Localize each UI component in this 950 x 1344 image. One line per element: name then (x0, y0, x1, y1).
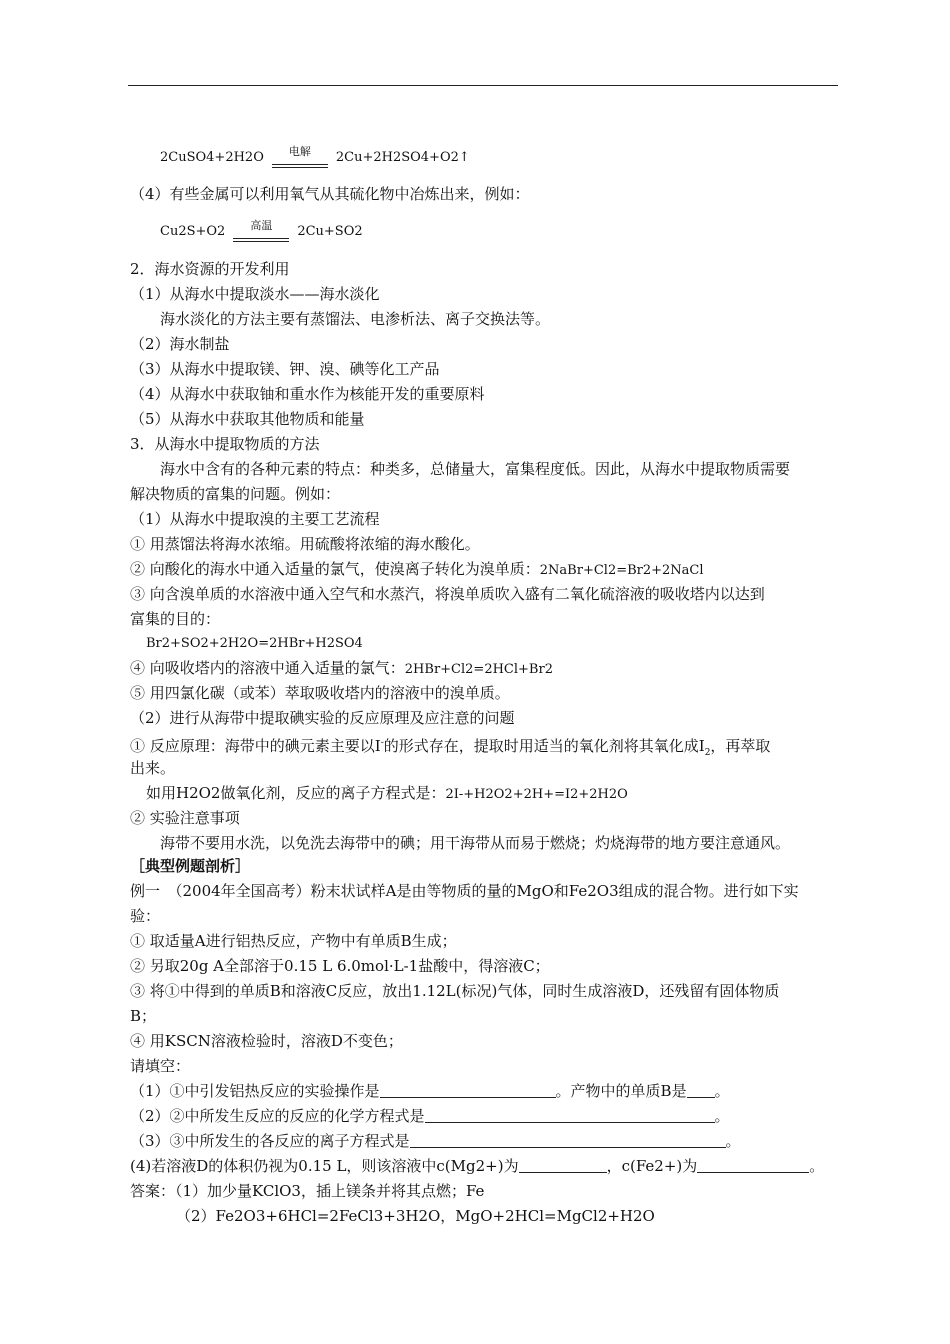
paragraph: 海水中含有的各种元素的特点：种类多，总储量大，富集程度低。因此，从海水中提取物质需要 (160, 460, 791, 478)
equation-lhs: Cu2S+O2 (160, 224, 226, 239)
section-3-title: 3．从海水中提取物质的方法 (130, 435, 320, 453)
text: 。 (714, 1107, 730, 1125)
paragraph: 海带不要用水洗，以免洗去海带中的碘；用干海带从而易于燃烧；灼烧海带的地方要注意通风。 (160, 834, 791, 852)
step (130, 559, 704, 581)
list-item: 海水淡化的方法主要有蒸馏法、电渗析法、离子交换法等。 (160, 310, 551, 328)
step: ⑤ 用四氯化碳（或苯）萃取吸收塔内的溶液中的溴单质。 (130, 684, 510, 702)
equation-rhs: 2Cu+2H2SO4+O2↑ (335, 150, 470, 165)
step-text: ④ 向吸收塔内的溶液中通入适量的氯气： (130, 659, 405, 677)
ionic-equation-line (146, 783, 628, 805)
step (130, 658, 553, 680)
subheading: ② 实验注意事项 (130, 809, 240, 827)
text: 的形式存在，提取时用适当的氧化剂将其氧化成I (383, 737, 705, 755)
text: ，c(Fe2+)为 (606, 1157, 698, 1175)
equation-rhs: 2Cu+SO2 (297, 224, 363, 239)
paragraph-4: （4）有些金属可以利用氧气从其硫化物中冶炼出来，例如： (130, 185, 530, 203)
text: (4)若溶液D的体积仍视为0.15 L，则该溶液中c(Mg2+)为 (130, 1157, 519, 1175)
superscript: - (380, 738, 384, 748)
text: 。 (725, 1132, 741, 1150)
list-item: （3）从海水中提取镁、钾、溴、碘等化工产品 (130, 360, 440, 378)
equation: 2HBr+Cl2=2HCl+Br2 (404, 662, 553, 677)
question-1 (130, 1081, 730, 1101)
list-item: （2）海水制盐 (130, 335, 230, 353)
text: 。 (809, 1157, 825, 1175)
answer-blank[interactable] (410, 1133, 726, 1148)
example-text: ④ 用KSCN溶液检验时，溶液D不变色； (130, 1032, 403, 1050)
paragraph: 解决物质的富集的问题。例如： (130, 485, 341, 503)
answer-blank[interactable] (425, 1108, 715, 1123)
question-4 (130, 1156, 824, 1176)
example-text: 验： (130, 907, 161, 925)
answer-blank[interactable] (380, 1083, 556, 1098)
example-text: ③ 将①中得到的单质B和溶液C反应，放出1.12L(标况)气体，同时生成溶液D，还残留有固体物质 (130, 982, 780, 1000)
list-item: （4）从海水中获取铀和重水作为核能开发的重要原料 (130, 385, 485, 403)
equation-lhs: 2CuSO4+2H2O (160, 150, 264, 165)
list-item: （1）从海水中提取淡水——海水淡化 (130, 285, 380, 303)
question-3 (130, 1131, 741, 1151)
equation: 2NaBr+Cl2=Br2+2NaCl (539, 563, 704, 578)
principle: 出来。 (130, 759, 176, 777)
text: （1）①中引发铝热反应的实验操作是 (130, 1082, 380, 1100)
principle (130, 733, 770, 763)
step-text: ② 向酸化的海水中通入适量的氯气，使溴离子转化为溴单质： (130, 560, 540, 578)
example-text: B； (130, 1007, 157, 1025)
subscript: 2 (704, 748, 711, 758)
answer-line: （2）Fe2O3+6HCl=2FeCl3+3H2O，MgO+2HCl=MgCl2+H2O (176, 1207, 655, 1225)
subheading: （2）进行从海带中提取碘实验的反应原理及应注意的问题 (130, 709, 515, 727)
example-heading: ［典型例题剖析］ (130, 857, 251, 875)
question-2 (130, 1106, 730, 1126)
text: 。 (714, 1082, 730, 1100)
header-rule (128, 85, 838, 86)
example-text: ② 另取20g A全部溶于0.15 L 6.0mol·L-1盐酸中，得溶液C； (130, 957, 550, 975)
answer-blank[interactable] (519, 1158, 607, 1173)
example-text: 例一 （2004年全国高考）粉末状试样A是由等物质的量的MgO和Fe2O3组成的混合物。进行如下实 (130, 882, 799, 900)
text: ① 反应原理：海带中的碘元素主要以I (130, 737, 381, 755)
reaction-condition: 高温 (233, 216, 289, 236)
step: 富集的目的： (130, 610, 221, 628)
example-text: 请填空： (130, 1057, 191, 1075)
answer-blank[interactable] (687, 1083, 715, 1098)
section-2-title: 2．海水资源的开发利用 (130, 260, 290, 278)
subheading: （1）从海水中提取溴的主要工艺流程 (130, 510, 380, 528)
text: （3）③中所发生的各反应的离子方程式是 (130, 1132, 410, 1150)
text: 。产物中的单质B是 (555, 1082, 687, 1100)
answer-line: 答案：（1）加少量KClO3，插上镁条并将其点燃；Fe (130, 1182, 485, 1200)
smelting-equation (160, 216, 363, 242)
text: ，再萃取 (710, 737, 771, 755)
electrolysis-equation (160, 142, 470, 168)
text: （2）②中所发生反应的反应的化学方程式是 (130, 1107, 425, 1125)
step: ① 用蒸馏法将海水浓缩。用硫酸将浓缩的海水酸化。 (130, 535, 480, 553)
step: ③ 向含溴单质的水溶液中通入空气和水蒸汽，将溴单质吹入盛有二氧化硫溶液的吸收塔内以达到 (130, 585, 765, 603)
equation: Br2+SO2+2H2O=2HBr+H2SO4 (146, 636, 363, 651)
list-item: （5）从海水中获取其他物质和能量 (130, 410, 365, 428)
example-text: ① 取适量A进行铝热反应，产物中有单质B生成； (130, 932, 457, 950)
reaction-condition: 电解 (272, 142, 328, 162)
text: 如用H2O2做氧化剂，反应的离子方程式是： (146, 784, 446, 802)
equation: 2I-+H2O2+2H+=I2+2H2O (445, 787, 628, 802)
answer-blank[interactable] (697, 1158, 809, 1173)
